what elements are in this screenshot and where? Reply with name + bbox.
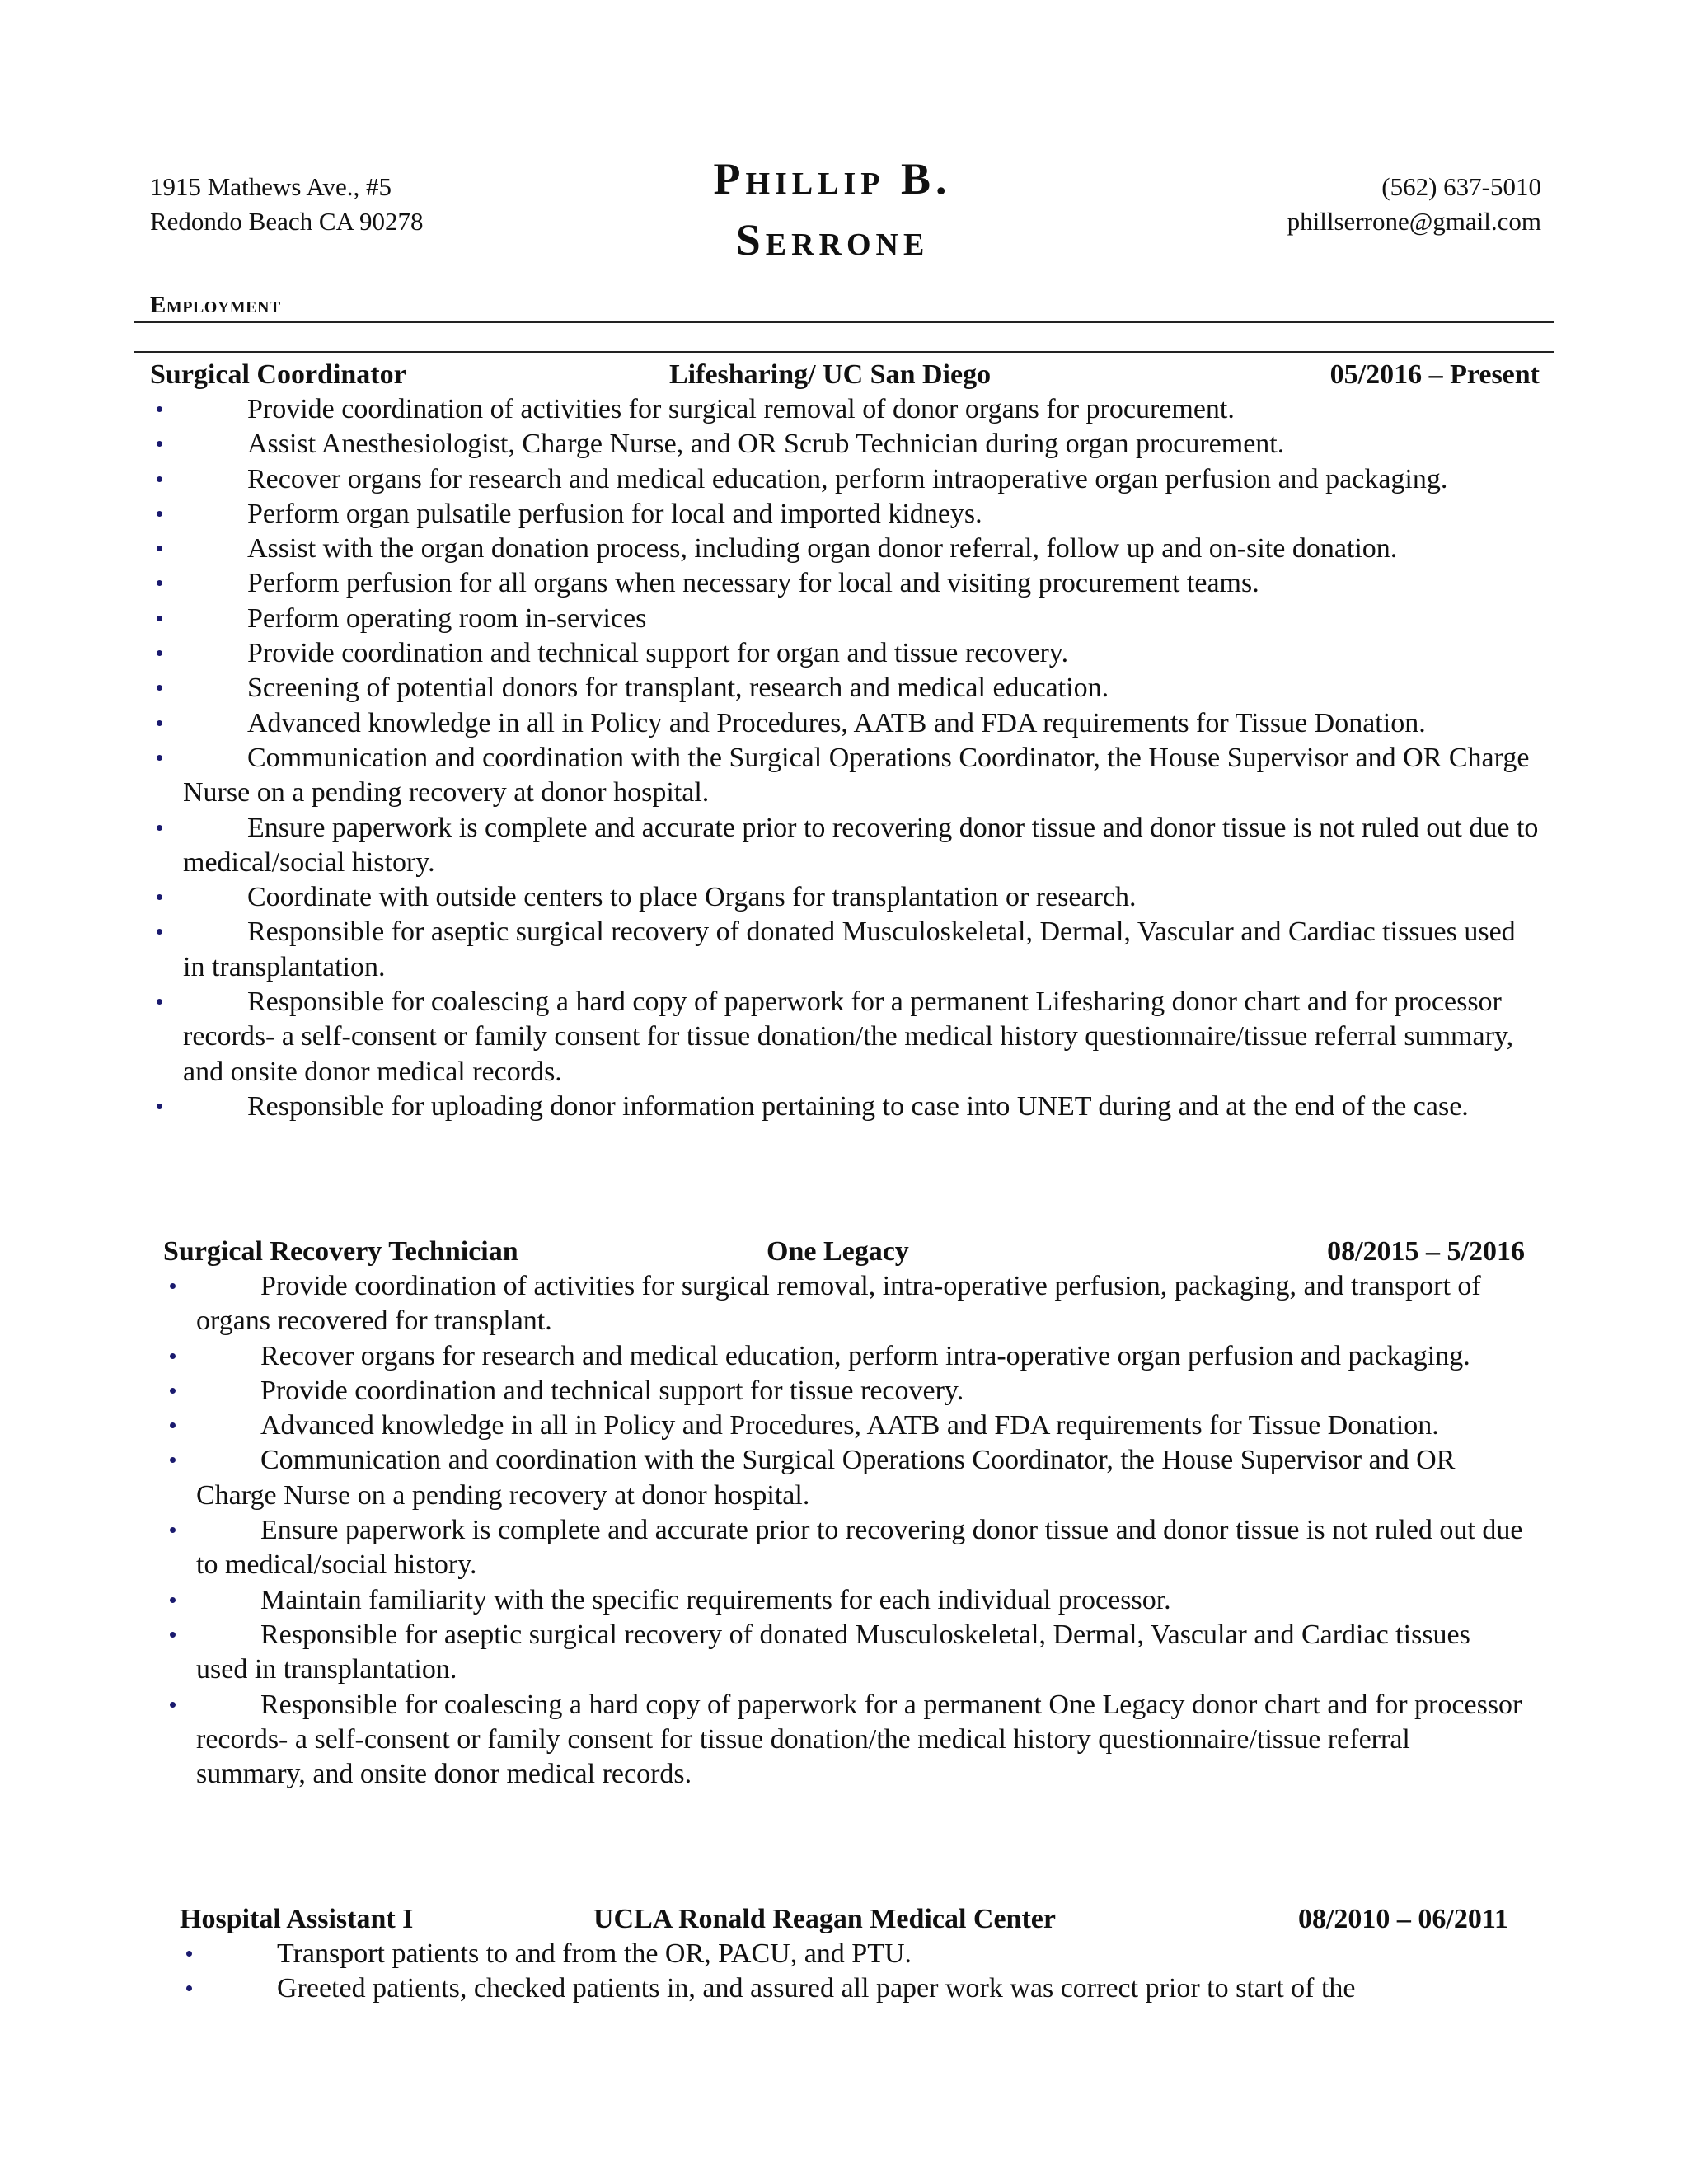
duty-item: Advanced knowledge in all in Policy and Procedures, AATB and FDA requirements for Tissue Donation. xyxy=(163,1408,1525,1443)
duty-item: Responsible for coalescing a hard copy of paperwork for a permanent Lifesharing donor chart and for processor records- a self-consent or family consent for tissue donation/the medical history questionnaire/tissue referral summary, and onsite donor medical records. xyxy=(150,985,1540,1090)
job-entry xyxy=(150,358,1540,1124)
duty-item: Perform perfusion for all organs when necessary for local and visiting procurement teams. xyxy=(150,566,1540,601)
bullet-icon xyxy=(157,1104,162,1109)
address-block xyxy=(150,170,424,239)
duty-item: Recover organs for research and medical education, perform intra-operative organ perfusion and packaging. xyxy=(163,1339,1525,1374)
bullet-icon xyxy=(170,1702,176,1708)
bullet-icon xyxy=(157,511,162,517)
job-dates: 05/2016 – Present xyxy=(1329,359,1540,390)
bullet-icon xyxy=(157,999,162,1005)
address-line-1: 1915 Mathews Ave., #5 xyxy=(150,172,392,201)
bullet-icon xyxy=(157,825,162,831)
duty-item: Ensure paperwork is complete and accurate prior to recovering donor tissue and donor tissue is not ruled out due to medical/social history. xyxy=(163,1513,1525,1583)
duty-item: Responsible for uploading donor information pertaining to case into UNET during and at the end of the case. xyxy=(150,1090,1540,1124)
job-duties-list xyxy=(150,392,1540,1124)
phone-number: (562) 637-5010 xyxy=(1381,172,1541,201)
job-entry xyxy=(180,1902,1508,2007)
name-line-1: Phillip B. xyxy=(713,154,952,204)
duty-item: Screening of potential donors for transplant, research and medical education. xyxy=(150,671,1540,705)
job-organization: UCLA Ronald Reagan Medical Center xyxy=(593,1904,1056,1934)
email-address: phillserrone@gmail.com xyxy=(1287,207,1541,236)
section-title-employment: Employment xyxy=(150,292,281,318)
bullet-icon xyxy=(157,720,162,726)
bullet-icon xyxy=(170,1283,176,1289)
duty-item: Responsible for aseptic surgical recovery of donated Musculoskeletal, Dermal, Vascular and Cardiac tissues used in transplantation. xyxy=(150,915,1540,985)
job-header xyxy=(180,1902,1508,1937)
bullet-icon xyxy=(170,1632,176,1638)
duty-item: Communication and coordination with the Surgical Operations Coordinator, the House Supervisor and OR Charge Nurse on a pending recovery at donor hospital. xyxy=(150,741,1540,811)
bullet-icon xyxy=(157,929,162,935)
duty-item: Provide coordination and technical support for tissue recovery. xyxy=(163,1374,1525,1408)
section-divider-bottom xyxy=(134,351,1554,353)
bullet-icon xyxy=(157,650,162,656)
duty-item: Perform operating room in-services xyxy=(150,602,1540,636)
name-line-2: Serrone xyxy=(735,215,930,265)
job-dates: 08/2015 – 5/2016 xyxy=(1327,1236,1525,1267)
duty-item: Provide coordination and technical support for organ and tissue recovery. xyxy=(150,636,1540,671)
bullet-icon xyxy=(157,406,162,412)
job-organization: Lifesharing/ UC San Diego xyxy=(669,359,992,390)
job-header xyxy=(163,1235,1525,1269)
duty-item: Provide coordination of activities for surgical removal of donor organs for procurement. xyxy=(150,392,1540,427)
bullet-icon xyxy=(157,580,162,586)
bullet-icon xyxy=(170,1353,176,1359)
job-duties-list xyxy=(163,1269,1525,1792)
job-organization: One Legacy xyxy=(767,1236,909,1267)
duty-item: Communication and coordination with the Surgical Operations Coordinator, the House Supervisor and OR Charge Nurse on a pending recovery at donor hospital. xyxy=(163,1443,1525,1513)
bullet-icon xyxy=(170,1388,176,1394)
job-header xyxy=(150,358,1540,392)
duty-item: Coordinate with outside centers to place Organs for transplantation or research. xyxy=(150,880,1540,915)
job-dates: 08/2010 – 06/2011 xyxy=(1297,1904,1508,1934)
address-line-2: Redondo Beach CA 90278 xyxy=(150,207,424,236)
duty-item: Transport patients to and from the OR, PACU, and PTU. xyxy=(180,1937,1508,1971)
duty-item: Responsible for coalescing a hard copy of paperwork for a permanent One Legacy donor chart and for processor records- a self-consent or family consent for tissue donation/the medical history questionnaire/tissue referral summary, and onsite donor medical records. xyxy=(163,1688,1525,1793)
duty-item: Assist Anesthesiologist, Charge Nurse, and OR Scrub Technician during organ procurement. xyxy=(150,427,1540,462)
bullet-icon xyxy=(157,441,162,447)
duty-item: Maintain familiarity with the specific requirements for each individual processor. xyxy=(163,1583,1525,1618)
duty-item: Responsible for aseptic surgical recovery of donated Musculoskeletal, Dermal, Vascular and Cardiac tissues used in transplantation. xyxy=(163,1618,1525,1688)
bullet-icon xyxy=(157,476,162,482)
bullet-icon xyxy=(157,546,162,551)
contact-block xyxy=(1287,170,1541,239)
job-title: Surgical Recovery Technician xyxy=(163,1236,518,1267)
bullet-icon xyxy=(186,1951,192,1957)
duty-item: Greeted patients, checked patients in, and assured all paper work was correct prior to start of the xyxy=(180,1971,1508,2006)
job-title: Hospital Assistant I xyxy=(180,1904,414,1934)
duty-item: Ensure paperwork is complete and accurate prior to recovering donor tissue and donor tissue is not ruled out due to medical/social history. xyxy=(150,811,1540,881)
bullet-icon xyxy=(157,894,162,900)
section-divider-top xyxy=(134,321,1554,323)
duty-item: Assist with the organ donation process, including organ donor referral, follow up and on-site donation. xyxy=(150,532,1540,566)
bullet-icon xyxy=(157,755,162,761)
bullet-icon xyxy=(157,685,162,691)
duty-item: Provide coordination of activities for surgical removal, intra-operative perfusion, packaging, and transport of organs recovered for transplant. xyxy=(163,1269,1525,1339)
bullet-icon xyxy=(186,1985,192,1991)
job-title: Surgical Coordinator xyxy=(150,359,406,390)
bullet-icon xyxy=(170,1422,176,1428)
bullet-icon xyxy=(170,1597,176,1603)
duty-item: Perform organ pulsatile perfusion for local and imported kidneys. xyxy=(150,497,1540,532)
bullet-icon xyxy=(170,1457,176,1463)
duty-item: Recover organs for research and medical education, perform intraoperative organ perfusion and packaging. xyxy=(150,462,1540,497)
candidate-name xyxy=(626,148,1039,270)
bullet-icon xyxy=(170,1527,176,1533)
bullet-icon xyxy=(157,616,162,621)
job-duties-list xyxy=(180,1937,1508,2007)
duty-item: Advanced knowledge in all in Policy and Procedures, AATB and FDA requirements for Tissue Donation. xyxy=(150,706,1540,741)
job-entry xyxy=(163,1235,1525,1792)
